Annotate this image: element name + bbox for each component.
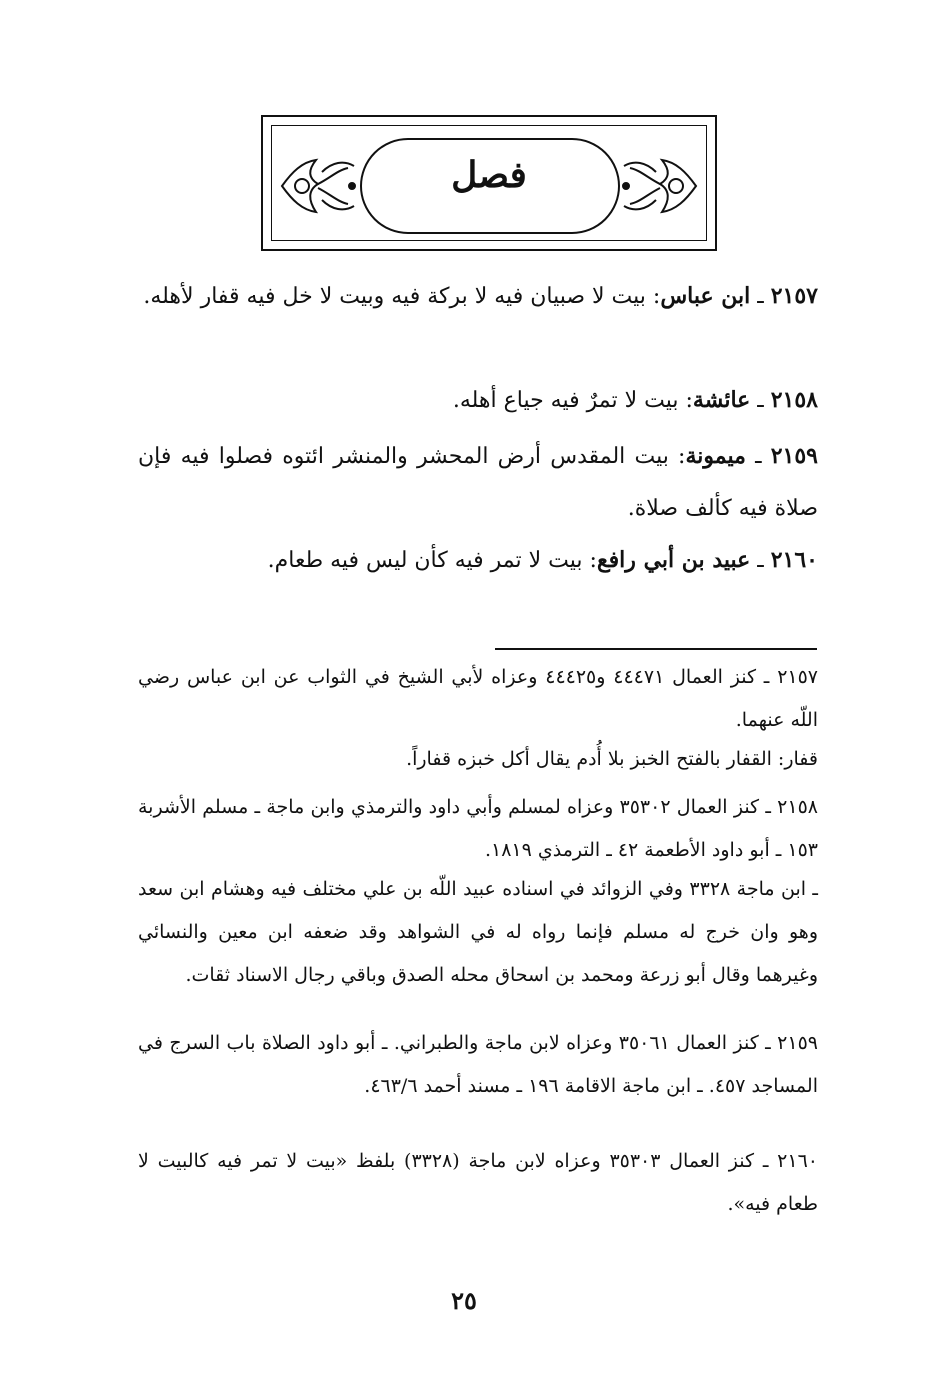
entry-2160 [138,534,818,587]
entry-separator: ـ [750,284,771,309]
entry-text: : بيت المقدس أرض المحشر والمنشر ائتوه فصلوا فيه فإن صلاة فيه كألف صلاة. [138,444,818,521]
heading-inner-border [271,125,707,241]
chapter-heading-frame [261,115,717,251]
footnote-2159: ٢١٥٩ ـ كنز العمال ٣٥٠٦١ وعزاه لابن ماجة والطبراني. ـ أبو داود الصلاة باب السرج في المساجد ٤٥٧. ـ ابن ماجة الاقامة ١٩٦ ـ مسند أحمد ٤٦٣/٦. [138,1032,818,1097]
entry-number: ٢١٥٩ [770,443,818,469]
entry-2159 [138,430,818,535]
footnote-2158: ٢١٥٨ ـ كنز العمال ٣٥٣٠٢ وعزاه لمسلم وأبي داود والترمذي وابن ماجة ـ مسلم الأشربة ١٥٣ ـ أبو داود الأطعمة ٤٢ ـ الترمذي ١٨١٩. [138,796,818,861]
entry-narrator: عبيد بن أبي رافع [596,547,751,573]
entry-text: : بيت لا صبيان فيه لا بركة فيه وبيت لا خل فيه قفار لأهله. [143,284,661,309]
footnote-definition: قفار: القفار بالفتح الخبز بلا أُدم يقال أكل خبزه قفاراً. [406,748,818,770]
entry-separator: ـ [750,548,771,573]
entry-number: ٢١٥٨ [770,387,818,413]
entry-2158 [138,374,818,427]
footnote-divider [495,648,817,650]
entry-separator: ـ [745,444,771,469]
page-number: ٢٥ [451,1286,477,1315]
entry-2157 [138,270,818,323]
entry-narrator: عائشة [692,387,751,413]
entry-text: : بيت لا تمرٌ فيه جياع أهله. [452,388,693,413]
footnote-2160: ٢١٦٠ ـ كنز العمال ٣٥٣٠٣ وعزاه لابن ماجة (٣٣٢٨) بلفظ «بيت لا تمر فيه كالبيت لا طعام فيه». [138,1150,818,1215]
entry-narrator: ميمونة [685,443,746,469]
entry-number: ٢١٥٧ [770,283,818,309]
entry-separator: ـ [750,388,771,413]
ornament-right-icon [618,148,700,224]
entry-number: ٢١٦٠ [770,547,818,573]
entry-text: : بيت لا تمر فيه كأن ليس فيه طعام. [267,548,597,573]
footnote-2158-continued: ـ ابن ماجة ٣٣٢٨ وفي الزوائد في اسناده عبيد اللّه بن علي مختلف فيه وهشام ابن سعد وهو وان خرج له مسلم فإنما رواه له في الشواهد وقد ضعفه ابن معين والنسائي وغيرهما وقال أبو زرعة ومحمد بن اسحاق محله الصدق وباقي رجال الاسناد ثقات. [138,878,819,986]
footnote-2157: ٢١٥٧ ـ كنز العمال ٤٤٤٧١ و٤٤٤٢٥ وعزاه لأبي الشيخ في الثواب عن ابن عباس رضي اللّه عنهما. [138,666,819,731]
entry-narrator: ابن عباس [660,283,751,309]
chapter-title: فصل [451,154,527,196]
